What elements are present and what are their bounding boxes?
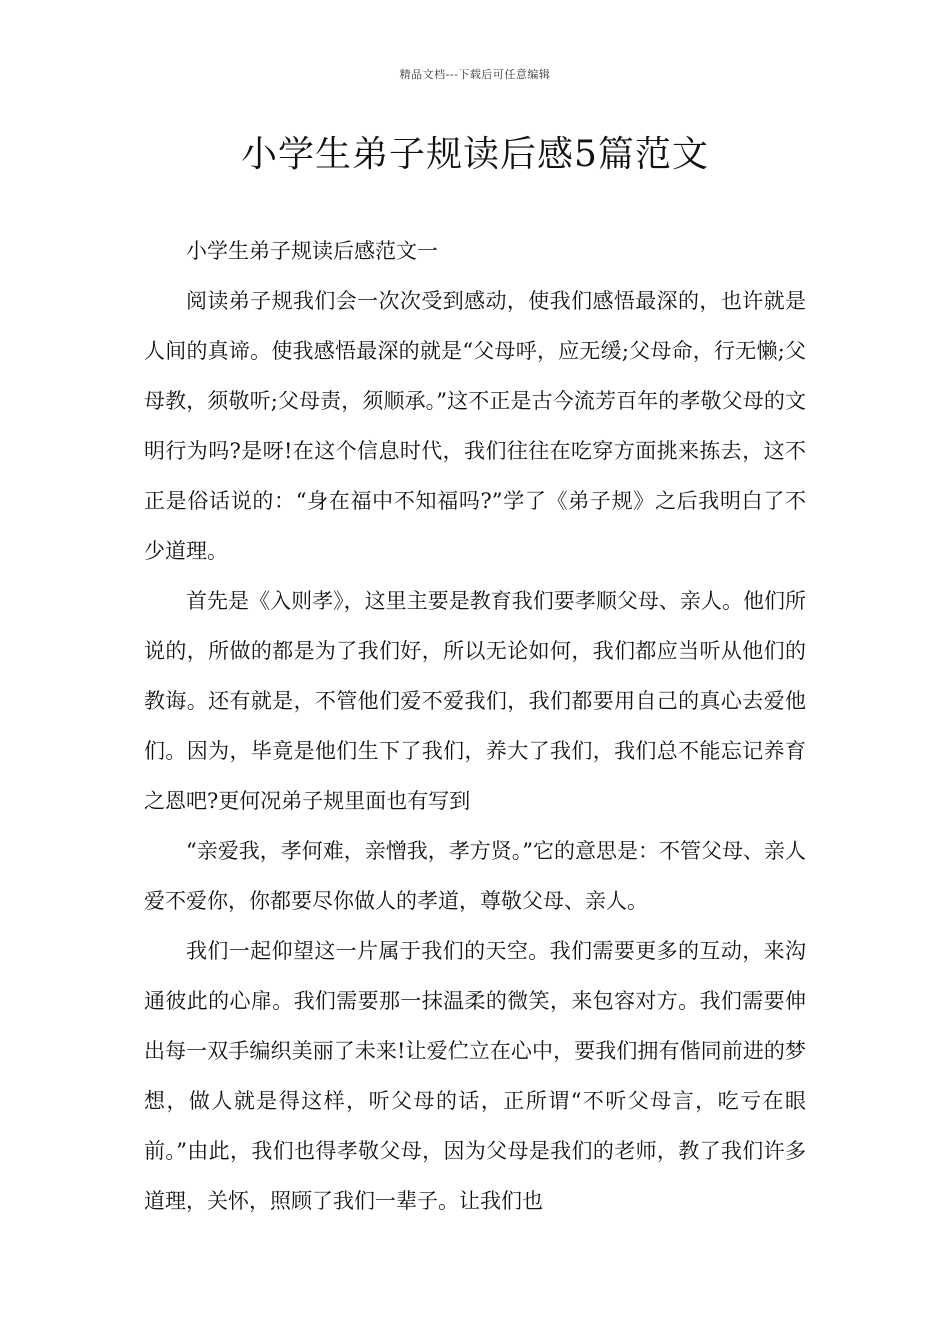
header-watermark: 精品文档---下载后可任意编辑 (399, 68, 551, 81)
section-heading: 小学生弟子规读后感范文一 (186, 239, 438, 263)
document-body (144, 226, 806, 1226)
paragraph-3: “亲爱我，孝何难，亲憎我，孝方贤。”它的意思是：不管父母、亲人爱不爱你，你都要尽你做人的孝道，尊敬父母、亲人。 (144, 839, 806, 913)
paragraph-1: 阅读弟子规我们会一次次受到感动，使我们感悟最深的，也许就是人间的真谛。使我感悟最深的就是“父母呼，应无缓;父母命，行无懒;父母教，须敬听;父母责，须顺承。”这不正是古今流芳百年的孝敬父母的文明行为吗?是呀!在这个信息时代，我们往往在吃穿方面挑来拣去，这不正是俗话说的：“身在福中不知福吗?”学了《弟子规》之后我明白了不少道理。 (144, 289, 806, 563)
paragraph-4: 我们一起仰望这一片属于我们的天空。我们需要更多的互动，来沟通彼此的心扉。我们需要那一抹温柔的微笑，来包容对方。我们需要伸出每一双手编织美丽了未来!让爱伫立在心中，要我们拥有偕同前进的梦想，做人就是得这样，听父母的话，正所谓“不听父母言，吃亏在眼前。”由此，我们也得孝敬父母，因为父母是我们的老师，教了我们许多道理，关怀，照顾了我们一辈子。让我们也 (144, 939, 806, 1213)
paragraph-2: 首先是《入则孝》，这里主要是教育我们要孝顺父母、亲人。他们所说的，所做的都是为了我们好，所以无论如何，我们都应当听从他们的教诲。还有就是，不管他们爱不爱我们，我们都要用自己的真心去爱他们。因为，毕竟是他们生下了我们，养大了我们，我们总不能忘记养育之恩吧?更何况弟子规里面也有写到 (144, 589, 806, 813)
document-title: 小学生弟子规读后感5篇范文 (241, 134, 709, 175)
